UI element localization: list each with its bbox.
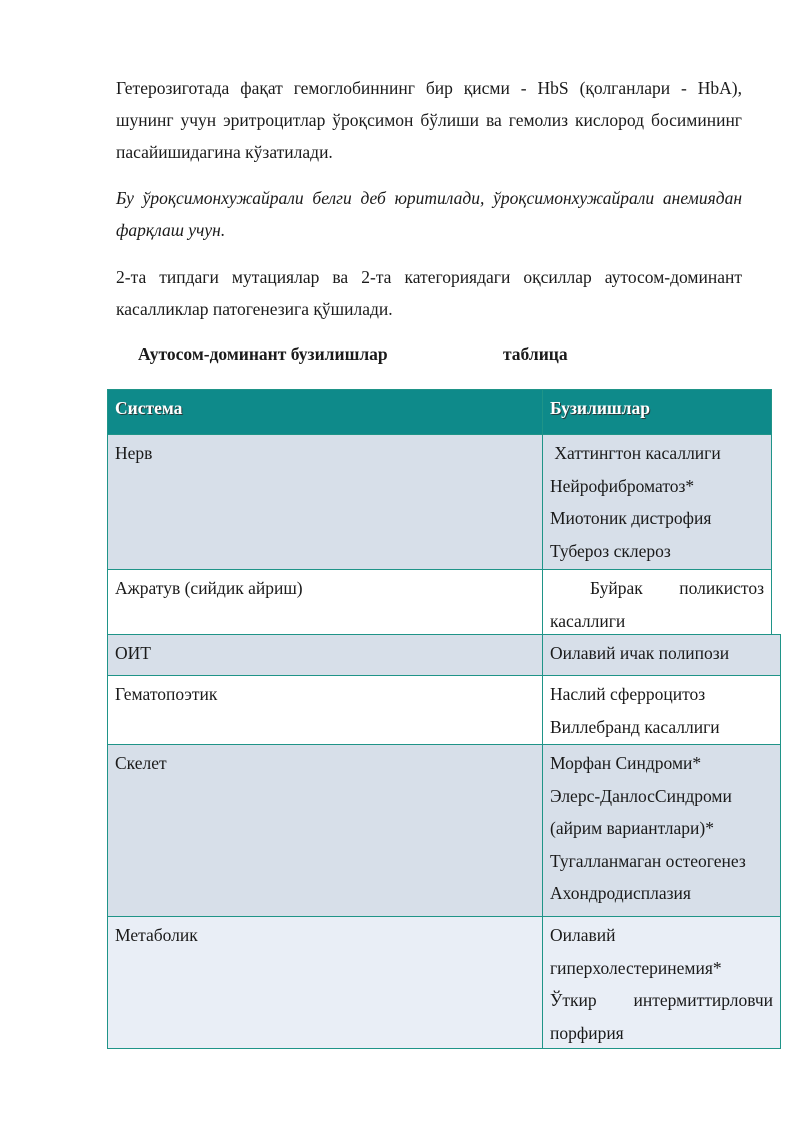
- table-cell-system-git: ОИТ: [107, 634, 543, 676]
- table-header-system: Система: [107, 389, 543, 435]
- table-header-disorders: Бузилишлар: [542, 389, 772, 435]
- table-cell-system-skeletal: Скелет: [107, 744, 543, 917]
- table-cell-disorders-nerv: Хаттингтон касаллиги Нейрофиброматоз* Миотоник дистрофия Туберoз склероз: [542, 434, 772, 570]
- table-cell-disorders-metabolic: Оилавий гиперхолестеринемия* Ўткир интермиттирловчи порфирия: [542, 916, 781, 1049]
- body-paragraph-sickle-trait: Бу ўроқсимонхужайрали белги деб юритилади, ўроқсимонхужайрали анемиядан фарқлаш учун.: [116, 188, 742, 240]
- body-paragraph-mutations: 2-та типдаги мутациялар ва 2-та категориядаги оқсиллар аутосом-доминант касалликлар патогенезига қўшилади.: [116, 267, 742, 319]
- table-caption-label: таблица: [503, 344, 568, 364]
- table-cell-disorders-skeletal: Морфан Синдроми* Элерс-ДанлосСиндроми (айрим вариантлари)* Тугалланмаган остеогенез Ахондродисплазия: [542, 744, 781, 917]
- table-cell-disorders-hematopoietic: Наслий сферроцитоз Виллебранд касаллиги: [542, 675, 781, 745]
- body-paragraph-heterozygote: Гетерозиготада фақат гемоглобиннинг бир қисми - HbS (қолганлари - HbA), шунинг учун эритроцитлар ўроқсимон бўлиши ва гемолиз кислород босимининг пасайишидагина кўзатилади.: [116, 78, 742, 162]
- table-cell-disorders-excretory: Буйрак поликистоз касаллиги: [542, 569, 772, 635]
- table-cell-disorders-git: Оилавий ичак полипози: [542, 634, 781, 676]
- table-cell-system-nerv: Нерв: [107, 434, 543, 570]
- table-caption-title: Аутосом-доминант бузилишлар: [138, 344, 388, 364]
- table-cell-system-excretory: Ажратув (сийдик айриш): [107, 569, 543, 635]
- table-cell-system-hematopoietic: Гематопоэтик: [107, 675, 543, 745]
- table-cell-system-metabolic: Метаболик: [107, 916, 543, 1049]
